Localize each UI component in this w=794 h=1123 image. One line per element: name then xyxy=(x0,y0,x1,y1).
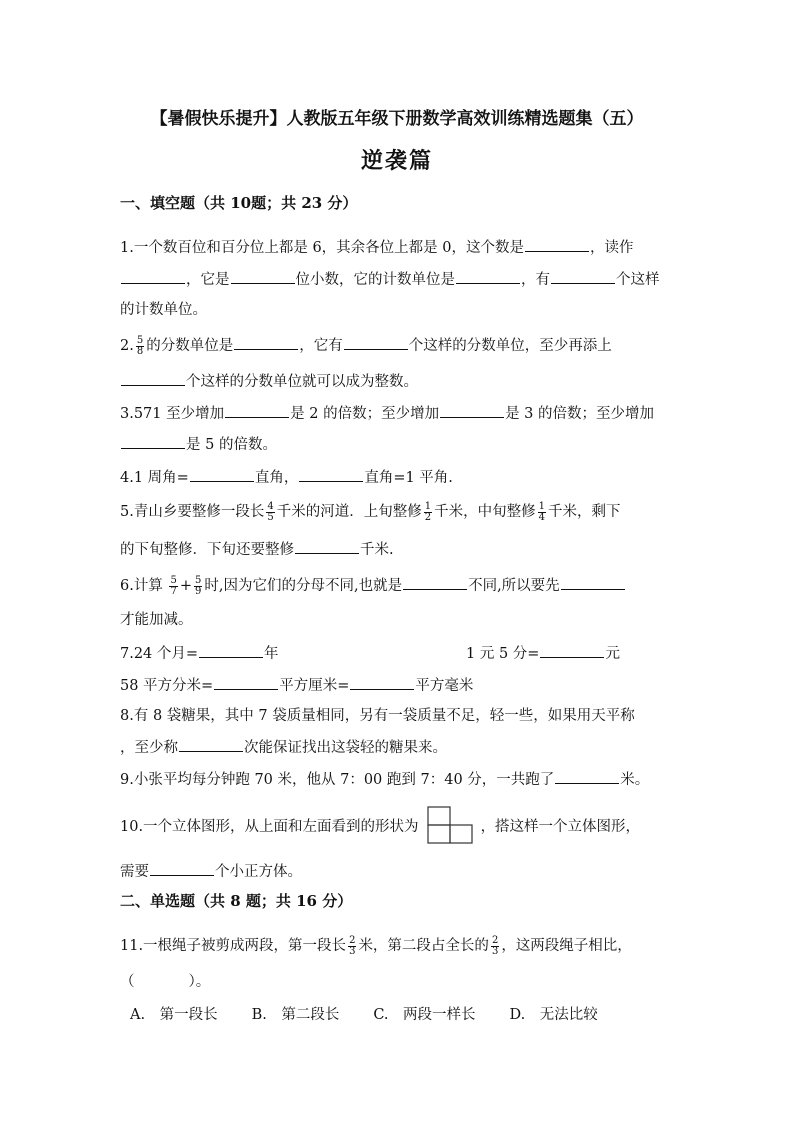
question-11-line-2: （ ）。 xyxy=(120,974,211,990)
answer-blank[interactable] xyxy=(555,782,619,784)
answer-blank[interactable] xyxy=(214,688,278,690)
answer-blank[interactable] xyxy=(350,688,414,690)
answer-blank[interactable] xyxy=(551,282,615,284)
question-4: 4.1 周角= 直角， 直角=1 平角. xyxy=(120,470,453,486)
question-5-line-1: 5.青山乡要整修一段长 $\frac{4}{5}$ 千米的河道．上旬整修 $\frac{1}{2}$ 千米，中旬整修 $\frac{1}{4}$ 千米，剩下 xyxy=(120,500,621,523)
answer-blank[interactable] xyxy=(121,447,185,449)
answer-blank[interactable] xyxy=(199,656,263,658)
question-5-line-2: 的下旬整修．下旬还要整修 千米. xyxy=(120,542,394,558)
answer-blank[interactable] xyxy=(540,656,604,658)
question-11-options xyxy=(130,1003,632,1024)
question-3-line-2: 是 5 的倍数。 xyxy=(120,433,277,454)
answer-blank[interactable] xyxy=(403,588,467,590)
fraction: $\frac{4}{5}$ xyxy=(267,500,274,523)
answer-blank[interactable] xyxy=(231,282,295,284)
section-heading-single-choice: 二、单选题（共 8 题；共 16 分） xyxy=(120,892,353,910)
question-2-line-2: 个这样的分数单位就可以成为整数。 xyxy=(120,370,418,391)
question-1-line-2: ，它是 位小数，它的计数单位是 ，有 个这样 xyxy=(120,268,660,289)
answer-blank[interactable] xyxy=(190,480,254,482)
answer-blank[interactable] xyxy=(234,348,298,350)
answer-blank[interactable] xyxy=(150,874,214,876)
question-1-line-3: 的计数单位。 xyxy=(120,302,207,318)
question-9: 9.小张平均每分钟跑 70 米，他从 7：00 跑到 7：40 分，一共跑了 米。 xyxy=(120,772,650,788)
answer-blank[interactable] xyxy=(561,588,625,590)
question-1-line-1: 1.一个数百位和百分位上都是 6，其余各位上都是 0，这个数是 ，读作 xyxy=(120,240,634,256)
worksheet-subtitle: 逆袭篇 xyxy=(360,148,433,174)
fraction: $\frac{1}{4}$ xyxy=(538,500,545,523)
answer-blank[interactable] xyxy=(121,384,185,386)
worksheet-title: 【暑假快乐提升】人教版五年级下册数学高效训练精选题集（五） xyxy=(150,109,644,129)
question-10-line-1: 10.一个立体图形，从上面和左面看到的形状为 ，搭这样一个立体图形， xyxy=(120,806,640,848)
fraction: $\frac{5}{7}$ xyxy=(170,574,177,597)
question-6-line-1: 6.计算 $\frac{5}{7}$ + $\frac{5}{9}$ 时,因为它们的分母不同,也就是 不同,所以要先 xyxy=(120,574,626,597)
question-11-line-1: 11.一根绳子被剪成两段，第一段长 $\frac{2}{3}$ 米，第二段占全长的 $\frac{2}{3}$ ，这两段绳子相比， xyxy=(120,934,632,957)
section-heading-fill-in: 一、填空题（共 10题；共 23 分） xyxy=(120,194,358,212)
answer-blank[interactable] xyxy=(525,250,589,252)
answer-blank[interactable] xyxy=(121,282,185,284)
answer-blank[interactable] xyxy=(225,416,289,418)
option-a[interactable]: A. 第一段长 xyxy=(130,1007,218,1023)
question-6-line-2: 才能加减。 xyxy=(120,612,193,628)
option-b[interactable]: B. 第二段长 xyxy=(251,1007,340,1023)
question-7-line-1b: 1 元 5 分= 元 xyxy=(466,646,620,662)
question-7-line-2: 58 平方分米= 平方厘米= 平方毫米 xyxy=(120,678,474,694)
fraction: $\frac{5}{9}$ xyxy=(194,574,202,597)
fraction: $\frac{1}{2}$ xyxy=(424,500,432,523)
option-c[interactable]: C. 两段一样长 xyxy=(373,1007,476,1023)
option-d[interactable]: D. 无法比较 xyxy=(509,1007,598,1023)
question-3-line-1: 3.571 至少增加 是 2 的倍数；至少增加 是 3 的倍数；至少增加 xyxy=(120,406,655,422)
answer-blank[interactable] xyxy=(299,480,363,482)
answer-blank[interactable] xyxy=(440,416,504,418)
answer-blank[interactable] xyxy=(456,282,520,284)
answer-blank[interactable] xyxy=(344,348,408,350)
fraction: $\frac{2}{3}$ xyxy=(349,934,356,957)
view-shape-figure xyxy=(427,806,473,848)
answer-blank[interactable] xyxy=(295,552,359,554)
question-8-line-2: ，至少称 次能保证找出这袋轻的糖果来。 xyxy=(120,740,447,756)
fraction: $\frac{5}{8}$ xyxy=(136,334,144,357)
question-8-line-1: 8.有 8 袋糖果，其中 7 袋质量相同，另有一袋质量不足，轻一些，如果用天平称 xyxy=(120,708,635,724)
question-7-line-1: 7.24 个月= 年 xyxy=(120,646,279,662)
answer-blank[interactable] xyxy=(179,750,243,752)
question-10-line-2: 需要 个小正方体。 xyxy=(120,864,302,880)
fraction: $\frac{2}{3}$ xyxy=(491,934,499,957)
question-2-line-1: 2. $\frac{5}{8}$ 的分数单位是 ，它有 个这样的分数单位，至少再添上 xyxy=(120,334,612,357)
